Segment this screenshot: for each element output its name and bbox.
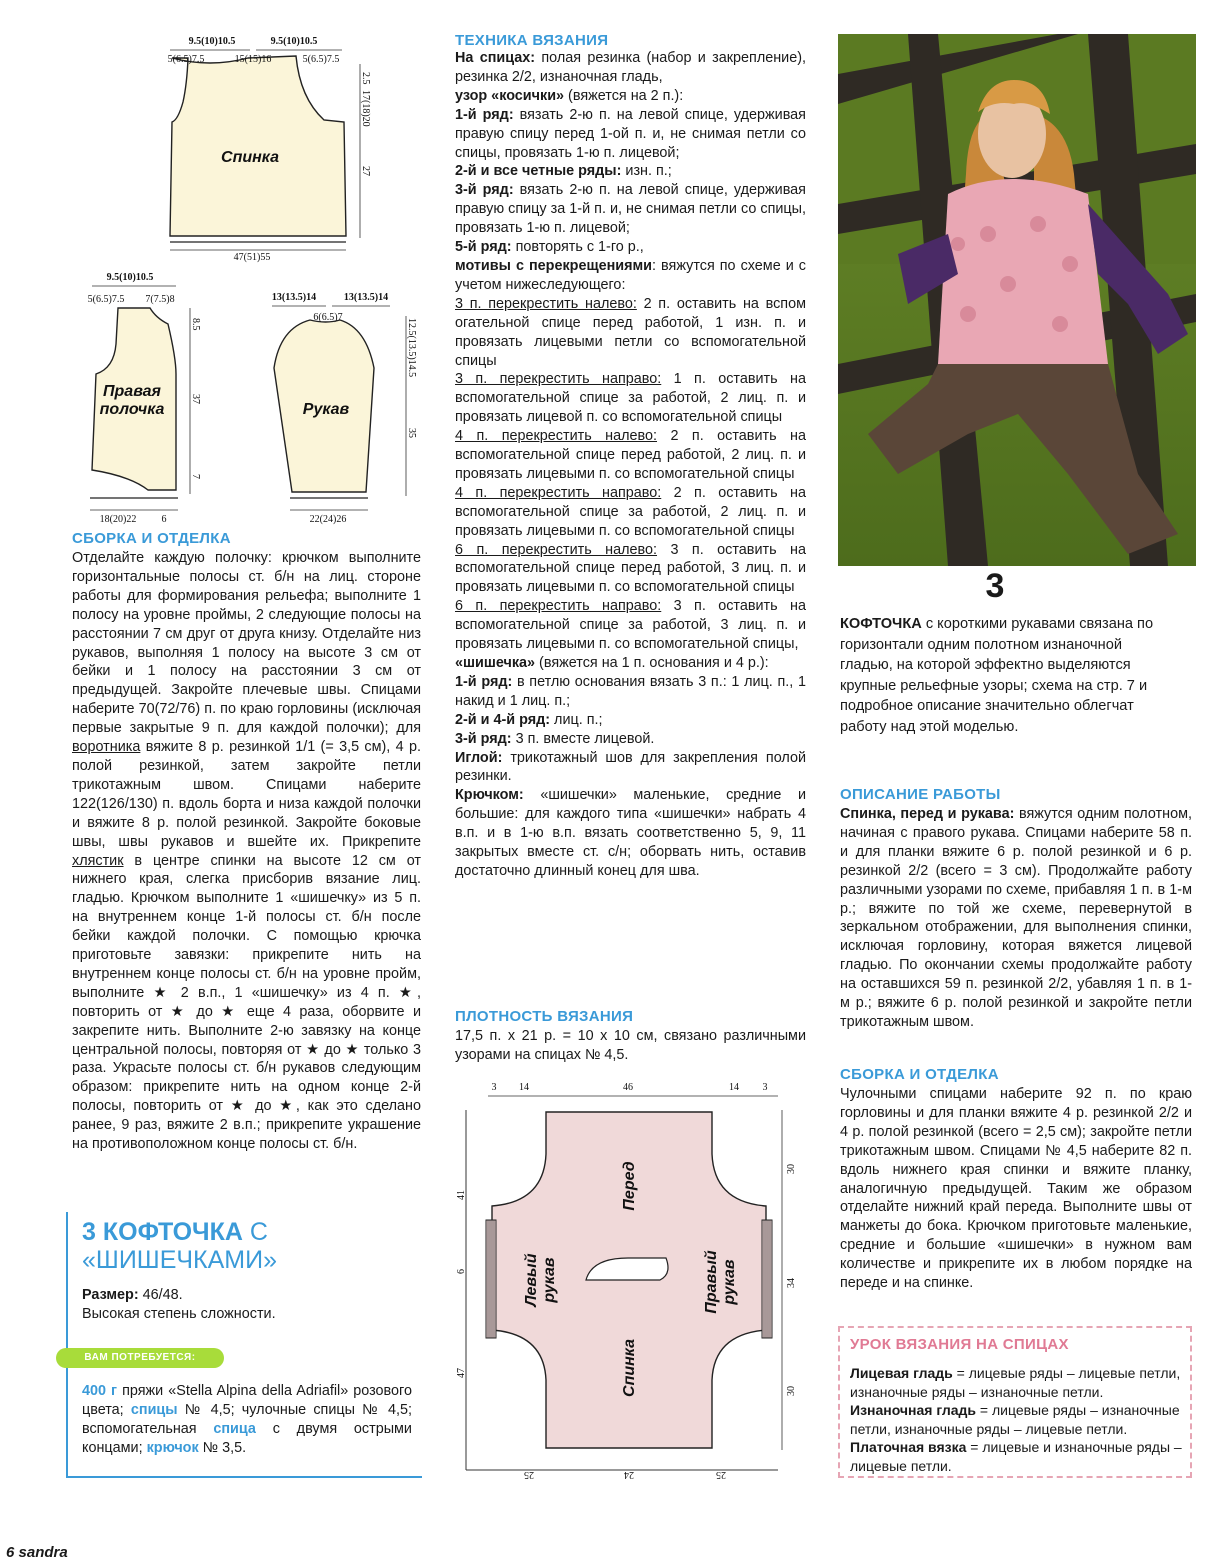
- back-width-dim: 47(51)55: [233, 252, 271, 263]
- front-top-dim: 9.5(10)10.5: [106, 272, 154, 283]
- assembly-heading: СБОРКА И ОТДЕЛКА: [840, 1066, 999, 1083]
- front-side-top-dim: 8.5: [190, 318, 201, 331]
- page-number: 6: [6, 1544, 15, 1561]
- model-title-word: КОФТОЧКА: [102, 1218, 243, 1246]
- description-text: Спинка, перед и рукава: вяжутся одним полотном, начиная с правого рукава. Спицами наберите 58 п. и для планки вяжите 6 р. полой резинкой и 6 р. резинкой 2/2 (всего = 3 см). Продолжайте работу различными узорами по схеме, прибавляя 1 п. в 1-м р.; вяжите по той же схеме, перевернутой в зеркальном отображении, для выполнения спинки, исключая горловину, которая вяжется лицевой гладью. По окончании схемы продолжайте работу на оставшихся 59 п. резинкой 2/2, убавляя 1 п. в 1-м р.; вяжите 6 р. полой резинкой и закройте петли трикотажным швом.: [840, 806, 1192, 1030]
- front-shoulder-dim: 5(6.5)7.5: [87, 294, 125, 305]
- top-dim-5: 3: [762, 1082, 768, 1093]
- back-shoulder-left-dim: 5(6.5)7.5: [167, 54, 205, 65]
- sleeve-diagram: [272, 292, 417, 525]
- back-side-body-dim: 27: [360, 166, 371, 176]
- schematic-left-sleeve-label-1: Левый: [523, 1253, 540, 1307]
- front-side-bottom-dim: 7: [190, 474, 201, 479]
- back-label: Спинка: [221, 149, 279, 166]
- left-dim-3: 47: [456, 1368, 467, 1378]
- schematic-right-sleeve-label-2: рукав: [721, 1259, 738, 1305]
- sleeve-width-dim: 22(24)26: [309, 514, 347, 525]
- back-diagram: [168, 36, 371, 263]
- back-side-armhole-dim: 17(18)20: [360, 90, 371, 127]
- technique-text: На спицах: полая резинка (набор и закрепление), резинка 2/2, изнаночная гладь, узор «косички» (вяжется на 2 п.): 1-й ряд: вязать 2-ю п. на левой спице, удерживая правую спицу перед 1-ой п. и, не снимая петли со спицы, провязать 1-ю п. лицевой; 2-й и все четные ряды: изн. п.; 3-й ряд: вязать 2-ю п. на левой спице, удерживая правую спицу за 1-й п. и, не снимая петли со спицы, провязать 1-ю п. лицевой; 5-й ряд: повторять с 1-го р., мотивы с перекрещениями: вяжутся по схеме и с учетом нижеследующего: 3 п. перекрестить налево: 2 п. оставить на вспом огательной спице перед работой, 1 изн. п. и провязать лицевыми петли со вспомогательной спицы 3 п. перекрестить направо: 1 п. оставить на вспомогательной спице за работой, 2 лиц. п. и провязать лицевой п. со вспомогательной спицы 4 п. перекрестить налево: 2 п. оставить на вспомогательной спице перед работой, 2 лиц. п. и провязать лицевыми п. со вспомогательной спицы 4 п. перекрестить направо: 2 п. оставить на вспомогательной спице за работой, 2 лиц. п. и провязать лицевыми п. со вспомогательной спицы 6 п. перекрестить налево: 3 п. оставить на вспомогательной спице перед работой, 3 лиц. п. и провязать лицевыми п. со вспомогательной спицы 6 п. перекрестить направо: 3 п. оставить на вспомогательной спице за работой, 3 лиц. п. и провязать лицевыми п. со вспомогательной спицы, «шишечка» (вяжется на 1 п. основания и 4 р.): 1-й ряд: в петлю основания вязать 3 п.: 1 лиц. п., 1 накид и 1 лиц. п.; 2-й и 4-й ряд: лиц. п.; 3-й ряд: 3 п. вместе лицевой. Иглой: трикотажный шов для закрепления полой резинки. Крючком: «шишечки» маленькие, средние и большие: для каждого типа «шишечки» набрать 4 в.п. и в 1-ю в.п. вязать соответственно 5, 9, 11 закрытых вместе ст. с/н; оборвать нить, оставив достаточно длинный конец для шва.: [455, 50, 806, 879]
- back-top-right-dim: 9.5(10)10.5: [270, 36, 318, 47]
- density-heading: ПЛОТНОСТЬ ВЯЗАНИЯ: [455, 1008, 634, 1025]
- model-title-number: 3: [82, 1218, 96, 1246]
- page-footer: [6, 1544, 68, 1561]
- front-label-line1: Правая: [103, 383, 161, 400]
- photo-caption: КОФТОЧКА с короткими рукавами связана по горизонтали одним полотном изнаночной гладью, на которой эффектно выделяются крупные рельефные узоры; схема на стр. 7 и подробное описание значительно облегчат работу над этой моделью.: [840, 616, 1154, 735]
- density-text: 17,5 п. х 21 р. = 10 х 10 см, связано различными узорами на спицах № 4,5.: [455, 1028, 806, 1063]
- back-side-top-dim: 2.5: [360, 72, 371, 85]
- right-dim-1: 30: [786, 1164, 797, 1174]
- sleeve-top-left-dim: 13(13.5)14: [271, 292, 317, 303]
- assembly-text: Чулочными спицами наберите 92 п. по краю горловины и для планки вяжите 4 р. резинкой 2/2 и 4 р. полой резинкой (всего = 2,5 см); закройте петли трикотажным швом. Спицами № 4,5 наберите 82 п. вдоль нижнего края спинки и вяжите планку, аналогичную предыдущей. Таким же образом отделайте нижний край переда. Выполните швы от манжеты до бока. Крючком приготовьте маленькие, средние и большие «шишечки» в нужном вам количестве и прикрепите их в любом порядке на переде и на спинке.: [840, 1086, 1192, 1292]
- model-difficulty: Высокая степень сложности.: [82, 1305, 276, 1322]
- materials-badge: ВАМ ПОТРЕБУЕТСЯ:: [56, 1348, 224, 1368]
- schematic-back-label: Спинка: [621, 1339, 638, 1397]
- left-assembly-heading: СБОРКА И ОТДЕЛКА: [72, 530, 231, 547]
- materials-text: 400 г пряжи «Stella Alpina della Adriafil» розового цвета; спицы № 4,5; чулочные спицы № 4,5; вспомогательная спица с двумя острыми концами; крючок № 3,5.: [82, 1383, 412, 1456]
- lesson-text: Лицевая гладь = лицевые ряды – лицевые петли, изнаночные ряды – изнаночные петли. Изнаночная гладь = лицевые ряды – изнаночные петли, изнаночные ряды – лицевые петли. Платочная вязка = лицевые и изнаночные ряды – лицевые петли.: [850, 1365, 1182, 1474]
- back-top-left-dim: 9.5(10)10.5: [188, 36, 236, 47]
- top-dim-2: 14: [519, 1082, 529, 1093]
- description-heading: ОПИСАНИЕ РАБОТЫ: [840, 786, 1001, 803]
- sleeve-cap-dim: 6(6.5)7: [313, 312, 343, 323]
- right-dim-3: 30: [786, 1386, 797, 1396]
- sleeve-side-cap-dim: 12.5(13.5)14.5: [406, 318, 417, 378]
- model-title-rest: С «ШИШЕЧКАМИ»: [82, 1218, 277, 1274]
- back-shoulder-right-dim: 5(6.5)7.5: [302, 54, 340, 65]
- left-dim-1: 41: [456, 1190, 467, 1200]
- front-bottom-width-dim: 18(20)22: [99, 514, 137, 525]
- front-diagram: [88, 272, 201, 525]
- top-dim-4: 14: [729, 1082, 739, 1093]
- bottom-dim-1: 25: [524, 1469, 534, 1480]
- magazine-brand: sandra: [18, 1544, 68, 1561]
- schematic-right-sleeve-label-1: Правый: [703, 1250, 720, 1314]
- sleeve-side-length-dim: 35: [406, 428, 417, 438]
- left-dim-2: 6: [456, 1269, 467, 1274]
- left-assembly-text: Отделайте каждую полочку: крючком выполните горизонтальные полосы ст. б/н на лиц. стороне работы для формирования рельефа; выполните 1 полосу на уровне проймы, 2 следующие полосы на расстоянии 7 см друг от друга книзу. Отделайте низ рукавов, выполняя 1 полосу на высоте 3 см от бейки и 1 полосу на расстоянии 3 см от предыдущей. Закройте плечевые швы. Спицами наберите 70(72/76) п. по краю горловины (исключая первые закрытые 9 п. для каждой полочки); для воротника вяжите 8 р. резинкой 1/1 (= 3,5 см), 4 р. полой резинкой, затем закройте петли трикотажным швом. Спицами наберите 122(126/130) п. вдоль борта и низа каждой полочки и вяжите 8 р. полой резинкой. Закройте боковые швы, швы рукавов и вшейте их. Прикрепите хлястик в центре спинки на высоте 12 см от нижнего края, слегка присборив вязание лиц. гладью. Крючком выполните 1 «шишечку» из 5 п. на внутреннем конце 1-й полосы ст. б/н после бейки каждой полочки. С помощью крючка приготовьте завязки: прикрепите нить на внутреннем конце полосы ст. б/н на уровне пройм, выполните ★ 2 в.п., 1 «шишечку» из 4 п. ★, повторить от ★ до ★ еще 4 раза, оборвите и закрепите нить. Выполните 2-ю завязку на конце центральной полосы, повторяя от ★ до ★ только 3 раза. Украсьте полосы ст. б/н рукавов следующим образом: прикрепите нить на одном конце 2-й полосы, повторить от ★ до ★, как это сделано ранее, 9 раз, вяжите 2 в.п.; прикрепите украшение на противоположном конце полосы ст. б/н.: [72, 550, 421, 1153]
- box-bottom-border: [66, 1476, 422, 1478]
- front-bottom-edge-dim: 6: [161, 514, 167, 525]
- box-left-border: [66, 1212, 68, 1478]
- photo-number: 3: [985, 567, 1005, 605]
- technique-heading: ТЕХНИКА ВЯЗАНИЯ: [455, 32, 609, 49]
- garment-schematic: [452, 1074, 812, 1494]
- right-dim-2: 34: [786, 1278, 797, 1288]
- lesson-box: [838, 1326, 1192, 1478]
- model-title: [82, 1218, 412, 1274]
- schematic-front-label: Перед: [621, 1161, 638, 1211]
- front-side-middle-dim: 37: [190, 394, 201, 404]
- sleeve-top-right-dim: 13(13.5)14: [343, 292, 389, 303]
- density-section: [455, 1008, 806, 1065]
- front-label-line2: полочка: [99, 401, 165, 418]
- schematic-left-sleeve-label-2: рукав: [541, 1257, 558, 1303]
- top-dim-3: 46: [623, 1082, 633, 1093]
- model-size: Размер: 46/48. Высокая степень сложности.: [82, 1287, 276, 1322]
- lesson-heading: УРОК ВЯЗАНИЯ НА СПИЦАХ: [850, 1336, 1069, 1353]
- description-section: [840, 786, 1192, 1032]
- model-photo: [838, 34, 1196, 566]
- left-column: [72, 530, 421, 1154]
- bottom-dim-3: 25: [716, 1469, 726, 1480]
- sleeve-label: Рукав: [302, 401, 350, 418]
- back-neck-dim: 15(15)16: [234, 54, 272, 65]
- bottom-dim-2: 24: [624, 1469, 634, 1480]
- top-dim-1: 3: [491, 1082, 497, 1093]
- model-info-box: [66, 1212, 422, 1478]
- technique-section: [455, 32, 806, 881]
- pattern-diagrams: [60, 28, 440, 528]
- front-neck-dim: 7(7.5)8: [145, 294, 175, 305]
- assembly-section: [840, 1066, 1192, 1293]
